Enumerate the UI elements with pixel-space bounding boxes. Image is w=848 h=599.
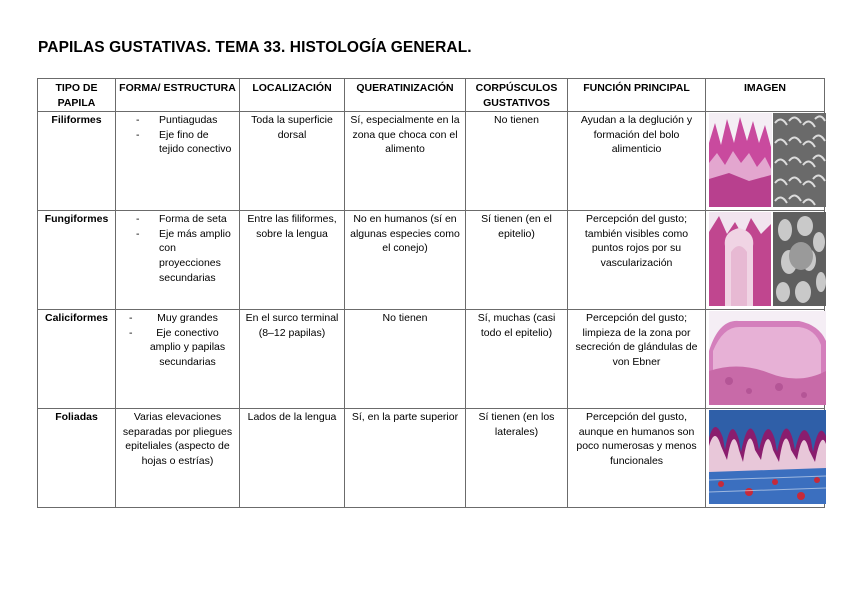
funcion-cell: Percepción del gusto; limpieza de la zona por secreción de glándulas de von Ebner bbox=[568, 310, 706, 409]
queratinizacion-cell: No en humanos (sí en algunas especies como el conejo) bbox=[345, 211, 466, 310]
page-title: PAPILAS GUSTATIVAS. TEMA 33. HISTOLOGÍA GENERAL. bbox=[38, 39, 472, 56]
table-row bbox=[38, 409, 825, 508]
forma-item: - Puntiagudas bbox=[119, 113, 236, 128]
table-row bbox=[38, 310, 825, 409]
tipo-cell: Filiformes bbox=[38, 112, 116, 211]
localizacion-cell: Toda la superficie dorsal bbox=[240, 112, 345, 211]
localizacion-cell: En el surco terminal (8–12 papilas) bbox=[240, 310, 345, 409]
header-queratinizacion: QUERATINIZACIÓN bbox=[345, 79, 466, 112]
corpusculos-cell: Sí tienen (en el epitelio) bbox=[466, 211, 568, 310]
tipo-cell: Fungiformes bbox=[38, 211, 116, 310]
header-funcion: FUNCIÓN PRINCIPAL bbox=[568, 79, 706, 112]
forma-cell bbox=[116, 211, 240, 310]
imagen-cell bbox=[706, 409, 825, 508]
header-localizacion: LOCALIZACIÓN bbox=[240, 79, 345, 112]
tipo-cell: Foliadas bbox=[38, 409, 116, 508]
funcion-cell: Percepción del gusto, aunque en humanos son poco numerosas y menos funcionales bbox=[568, 409, 706, 508]
forma-cell bbox=[116, 112, 240, 211]
corpusculos-cell: Sí, muchas (casi todo el epitelio) bbox=[466, 310, 568, 409]
imagen-cell bbox=[706, 112, 825, 211]
queratinizacion-cell: No tienen bbox=[345, 310, 466, 409]
localizacion-cell: Entre las filiformes, sobre la lengua bbox=[240, 211, 345, 310]
header-row bbox=[38, 79, 825, 112]
histology-image-filiformes bbox=[709, 113, 826, 207]
forma-cell: Varias elevaciones separadas por pliegues epiteliales (aspecto de hojas o estrías) bbox=[116, 409, 240, 508]
histology-image-fungiformes bbox=[709, 212, 826, 306]
forma-cell bbox=[116, 310, 240, 409]
table-row bbox=[38, 211, 825, 310]
forma-item: - Muy grandes bbox=[119, 311, 236, 326]
tipo-cell: Caliciformes bbox=[38, 310, 116, 409]
imagen-cell bbox=[706, 310, 825, 409]
forma-item: - Eje fino de tejido conectivo bbox=[119, 128, 236, 157]
forma-item: - Eje conectivo amplio y papilas secundarias bbox=[119, 326, 236, 370]
header-corpusculos: CORPÚSCULOS GUSTATIVOS bbox=[466, 79, 568, 112]
forma-item: - Forma de seta bbox=[119, 212, 236, 227]
queratinizacion-cell: Sí, en la parte superior bbox=[345, 409, 466, 508]
funcion-cell: Percepción del gusto; también visibles como puntos rojos por su vascularización bbox=[568, 211, 706, 310]
funcion-cell: Ayudan a la deglución y formación del bolo alimenticio bbox=[568, 112, 706, 211]
forma-item: - Eje más amplio con proyecciones secundarias bbox=[119, 227, 236, 285]
corpusculos-cell: No tienen bbox=[466, 112, 568, 211]
header-forma: FORMA/ ESTRUCTURA bbox=[116, 79, 240, 112]
header-tipo: TIPO DE PAPILA bbox=[38, 79, 116, 112]
histology-image-caliciformes bbox=[709, 311, 826, 405]
table-row bbox=[38, 112, 825, 211]
header-imagen: IMAGEN bbox=[706, 79, 825, 112]
papilas-table bbox=[37, 78, 825, 508]
corpusculos-cell: Sí tienen (en los laterales) bbox=[466, 409, 568, 508]
imagen-cell bbox=[706, 211, 825, 310]
localizacion-cell: Lados de la lengua bbox=[240, 409, 345, 508]
queratinizacion-cell: Sí, especialmente en la zona que choca con el alimento bbox=[345, 112, 466, 211]
histology-image-foliadas bbox=[709, 410, 826, 504]
